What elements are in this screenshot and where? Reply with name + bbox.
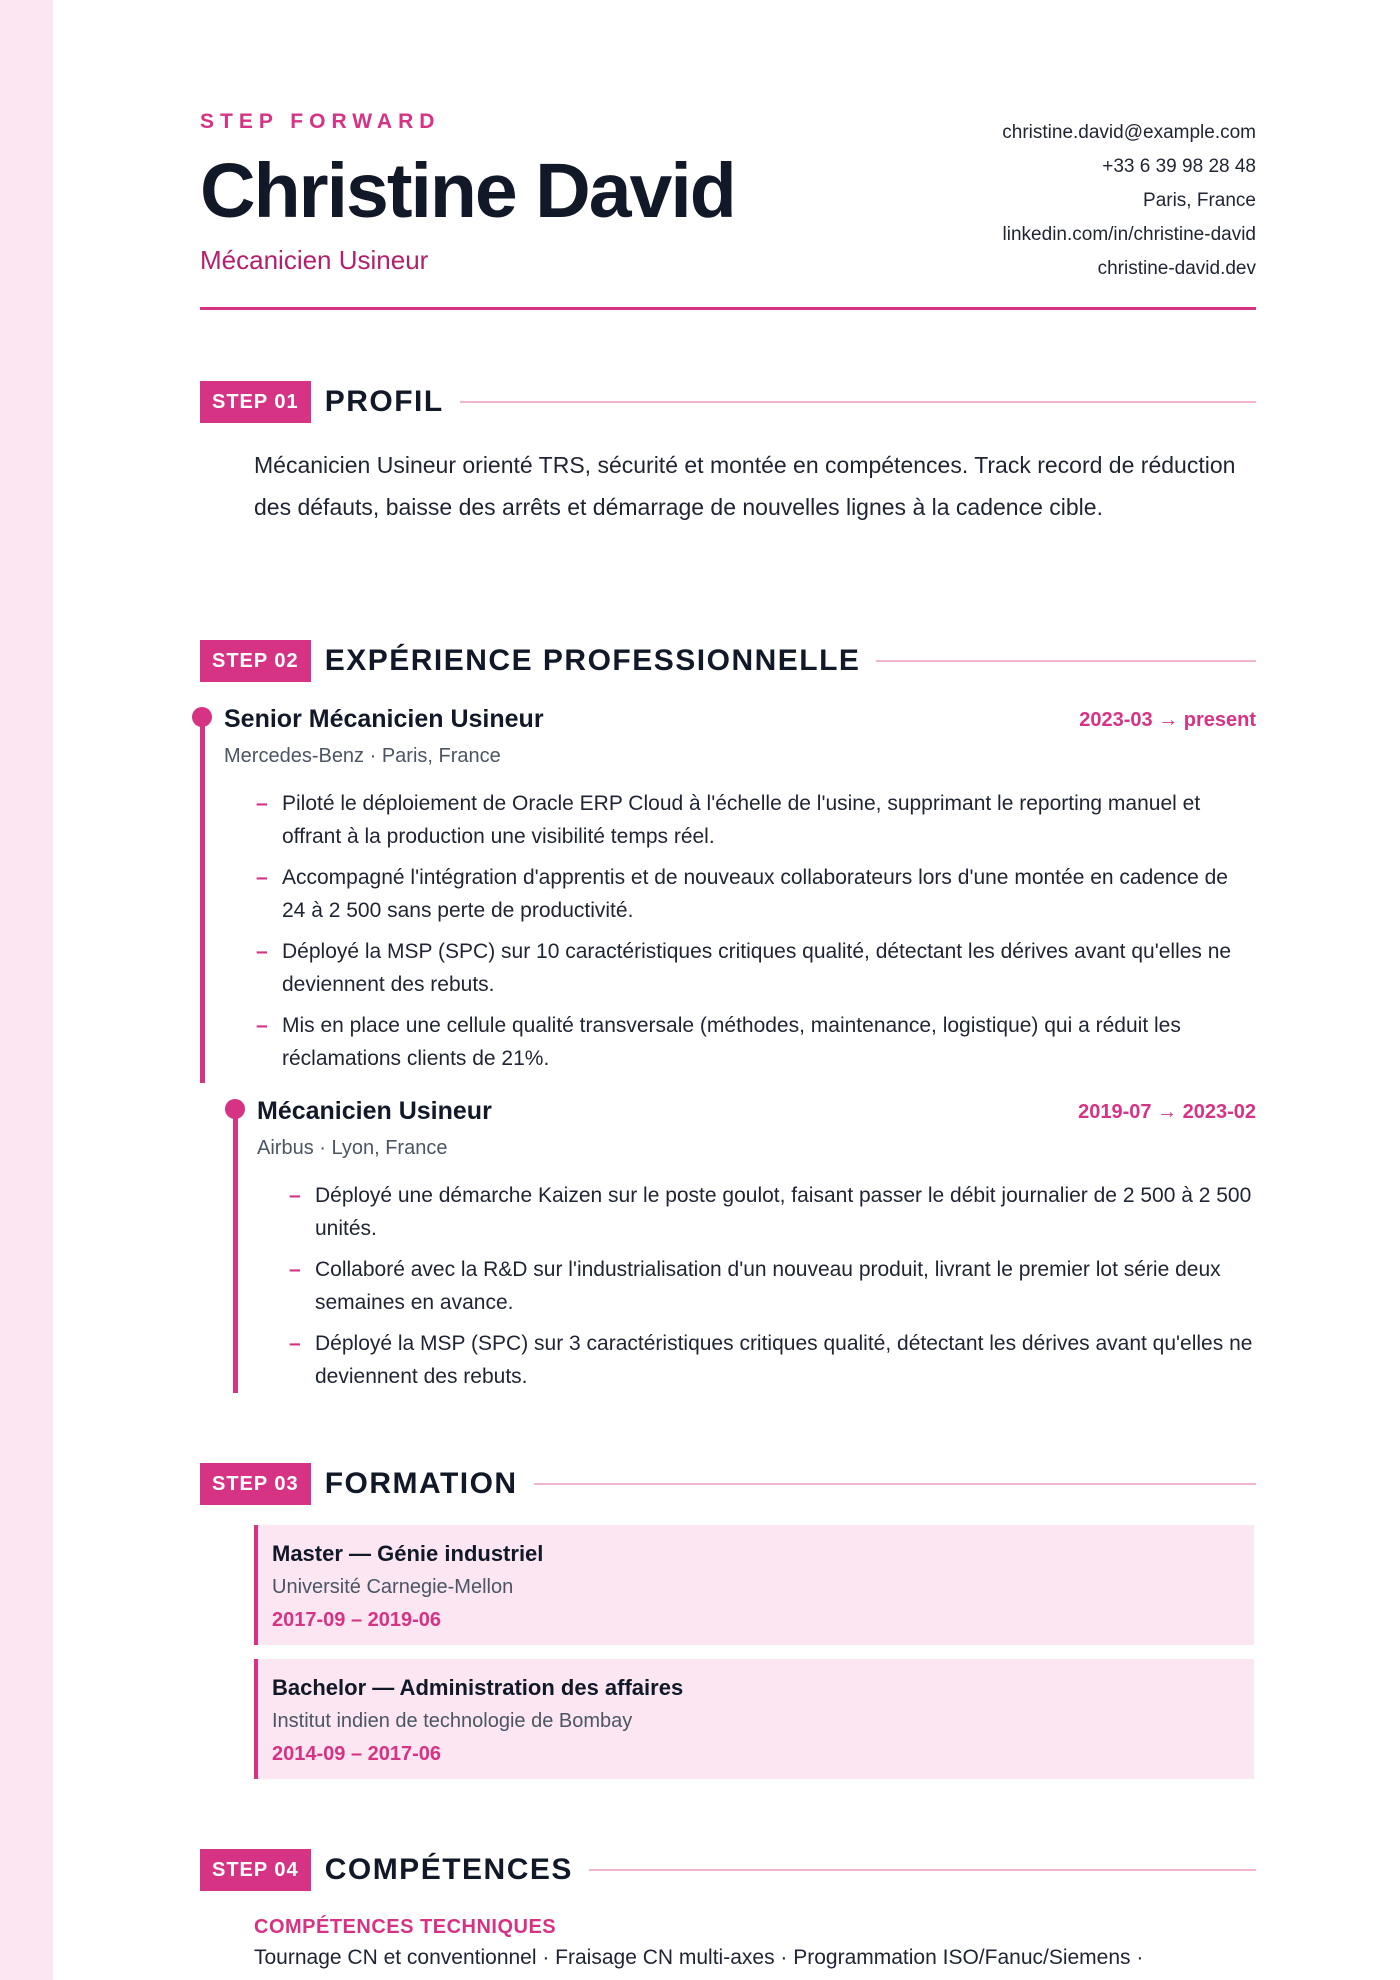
section-divider xyxy=(589,1869,1256,1871)
timeline-dot xyxy=(225,1099,245,1119)
job-company: Mercedes-Benz · Paris, France xyxy=(224,745,501,767)
step-badge: STEP 01 xyxy=(200,381,311,423)
skills-list: Tournage CN et conventionnel · Fraisage CN multi-axes · Programmation ISO/Fanuc/Siemens · xyxy=(254,1946,1144,1969)
candidate-name: Christine David xyxy=(200,148,735,234)
section-divider xyxy=(876,660,1256,662)
timeline-bar xyxy=(200,711,205,1083)
education-card xyxy=(254,1525,1254,1645)
section-title: FORMATION xyxy=(324,1467,518,1500)
job-role: Senior Mécanicien Usineur xyxy=(224,705,544,733)
job-bullets xyxy=(289,1179,1256,1401)
contact-phone[interactable]: +33 6 39 98 28 48 xyxy=(1102,156,1256,177)
section-divider xyxy=(460,401,1256,403)
list-item: – Déployé la MSP (SPC) sur 3 caractéristiques critiques qualité, détectant les dérives avant qu'elles ne deviennent des rebuts. xyxy=(289,1327,1256,1393)
list-item: – Collaboré avec la R&D sur l'industrialisation d'un nouveau produit, livrant le premier lot série deux semaines en avance. xyxy=(289,1253,1256,1319)
skills-group-label: COMPÉTENCES TECHNIQUES xyxy=(254,1916,557,1938)
section-header-skills xyxy=(200,1849,1256,1891)
profile-summary: Mécanicien Usineur orienté TRS, sécurité et montée en compétences. Track record de réduction des défauts, baisse des arrêts et démarrage de nouvelles lignes à la cadence cible. xyxy=(254,452,1236,520)
section-header-education xyxy=(200,1463,1256,1505)
list-item: – Déployé une démarche Kaizen sur le poste goulot, faisant passer le débit journalier de 2 500 à 2 500 unités. xyxy=(289,1179,1256,1245)
section-title: COMPÉTENCES xyxy=(324,1853,573,1886)
step-badge: STEP 04 xyxy=(200,1849,311,1891)
contact-email[interactable]: christine.david@example.com xyxy=(1002,122,1256,143)
section-divider xyxy=(534,1483,1256,1485)
step-badge: STEP 02 xyxy=(200,640,311,682)
list-item: – Accompagné l'intégration d'apprentis et de nouveaux collaborateurs lors d'une montée en cadence de 24 à 2 500 sans perte de productivité. xyxy=(256,861,1256,927)
bullet-dash: – xyxy=(256,792,268,815)
bullet-dash: – xyxy=(256,1014,268,1037)
candidate-job-title: Mécanicien Usineur xyxy=(200,245,429,275)
brand-tagline: STEP FORWARD xyxy=(200,110,441,133)
section-header-profile xyxy=(200,381,1256,423)
step-badge: STEP 03 xyxy=(200,1463,311,1505)
education-dates: 2014-09 – 2017-06 xyxy=(272,1743,442,1765)
education-school: Université Carnegie-Mellon xyxy=(272,1576,514,1598)
bullet-dash: – xyxy=(289,1258,301,1281)
timeline-bar xyxy=(233,1103,238,1393)
job-dates: 2023-03 → present xyxy=(1079,709,1256,731)
section-title: PROFIL xyxy=(324,385,444,418)
job-role: Mécanicien Usineur xyxy=(257,1097,492,1125)
side-stripe xyxy=(0,0,53,1980)
job-company: Airbus · Lyon, France xyxy=(257,1137,448,1159)
list-item: – Déployé la MSP (SPC) sur 10 caractéristiques critiques qualité, détectant les dérives avant qu'elles ne deviennent des rebuts. xyxy=(256,935,1256,1001)
contact-location: Paris, France xyxy=(1143,190,1256,211)
contact-linkedin[interactable]: linkedin.com/in/christine-david xyxy=(1002,224,1256,245)
bullet-dash: – xyxy=(256,940,268,963)
bullet-dash: – xyxy=(256,866,268,889)
list-item: – Piloté le déploiement de Oracle ERP Cloud à l'échelle de l'usine, supprimant le reporting manuel et offrant à la production une visibilité temps réel. xyxy=(256,787,1256,853)
contact-block xyxy=(1002,116,1256,286)
header-divider xyxy=(200,307,1256,310)
section-title: EXPÉRIENCE PROFESSIONNELLE xyxy=(324,644,861,677)
section-header-experience xyxy=(200,640,1256,682)
list-item: – Mis en place une cellule qualité transversale (méthodes, maintenance, logistique) qui a réduit les réclamations clients de 21%. xyxy=(256,1009,1256,1075)
education-dates: 2017-09 – 2019-06 xyxy=(272,1609,442,1631)
job-dates: 2019-07 → 2023-02 xyxy=(1078,1101,1256,1123)
education-degree: Bachelor — Administration des affaires xyxy=(272,1675,684,1700)
job-bullets xyxy=(256,787,1256,1083)
education-card xyxy=(254,1659,1254,1779)
contact-website[interactable]: christine-david.dev xyxy=(1097,258,1256,279)
education-school: Institut indien de technologie de Bombay xyxy=(272,1710,633,1732)
bullet-dash: – xyxy=(289,1184,301,1207)
bullet-dash: – xyxy=(289,1332,301,1355)
timeline-dot xyxy=(192,707,212,727)
education-degree: Master — Génie industriel xyxy=(272,1541,544,1566)
